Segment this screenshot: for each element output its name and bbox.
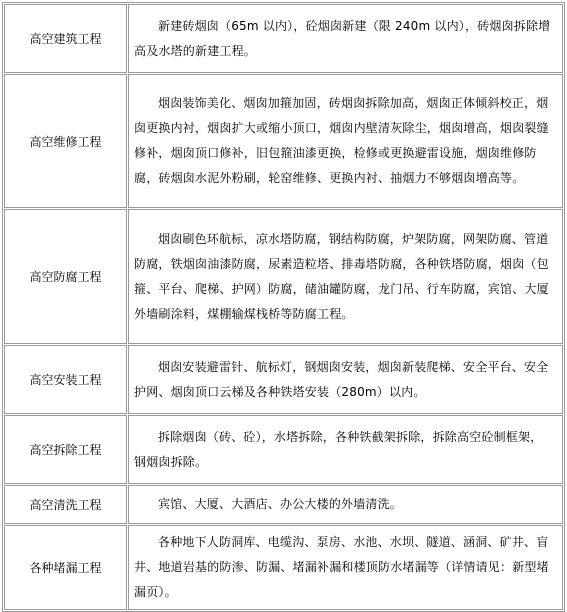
category-cell: 高空防腐工程 <box>4 209 127 344</box>
category-cell: 高空建筑工程 <box>4 4 127 73</box>
category-cell: 各种堵漏工程 <box>4 525 127 610</box>
description-cell: 烟囱刷色环航标，凉水塔防腐，钢结构防腐，炉架防腐，网架防腐、管道防腐，铁烟囱油漆防腐，尿素造粒塔、排毒塔防腐，各种铁塔防腐，烟囱（包箍、平台、爬梯、护网）防腐，储油罐防腐，龙门吊、行车防腐，宾馆、大厦外墙刷涂料，煤棚输煤栈桥等防腐工程。 <box>128 209 563 344</box>
table-row <box>4 485 563 524</box>
category-cell: 高空清洗工程 <box>4 485 127 524</box>
description-cell: 烟囱安装避雷针、航标灯，钢烟囱安装，烟囱新装爬梯、安全平台、安全护网、烟囱顶口云梯及各种铁塔安装（280m）以内。 <box>128 345 563 414</box>
table-row <box>4 74 563 208</box>
category-cell: 高空安装工程 <box>4 345 127 414</box>
description-cell: 宾馆、大厦、大酒店、办公大楼的外墙清洗。 <box>128 485 563 524</box>
table-row <box>4 415 563 484</box>
table-row <box>4 4 563 73</box>
table-row <box>4 525 563 610</box>
category-cell: 高空维修工程 <box>4 74 127 208</box>
table-row <box>4 345 563 414</box>
description-cell: 各种地下人防洞库、电缆沟、泵房、水池、水坝、隧道、涵洞、矿井、盲井、地道岩基的防渗、防漏、堵漏补漏和楼顶防水堵漏等（详情请见：新型堵漏页）。 <box>128 525 563 610</box>
description-cell: 拆除烟囱（砖、砼），水塔拆除，各种铁截架拆除，拆除高空砼制框架，钢烟囱拆除。 <box>128 415 563 484</box>
table-row <box>4 209 563 344</box>
services-table <box>2 2 565 612</box>
category-cell: 高空拆除工程 <box>4 415 127 484</box>
description-cell: 新建砖烟囱（65m 以内），砼烟囱新建（限 240m 以内），砖烟囱拆除增高及水塔的新建工程。 <box>128 4 563 73</box>
description-cell: 烟囱装饰美化、烟囱加箍加固，砖烟囱拆除加高，烟囱正体倾斜校正，烟囱更换内衬，烟囱扩大或缩小顶口，烟囱内壁清灰除尘，烟囱增高，烟囱裂缝修补，烟囱顶口修补，旧包箍油漆更换，检修或更换避雷设施，烟囱维修防腐，砖烟囱水泥外粉刷，轮窑维修、更换内衬、抽烟力不够烟囱增高等。 <box>128 74 563 208</box>
